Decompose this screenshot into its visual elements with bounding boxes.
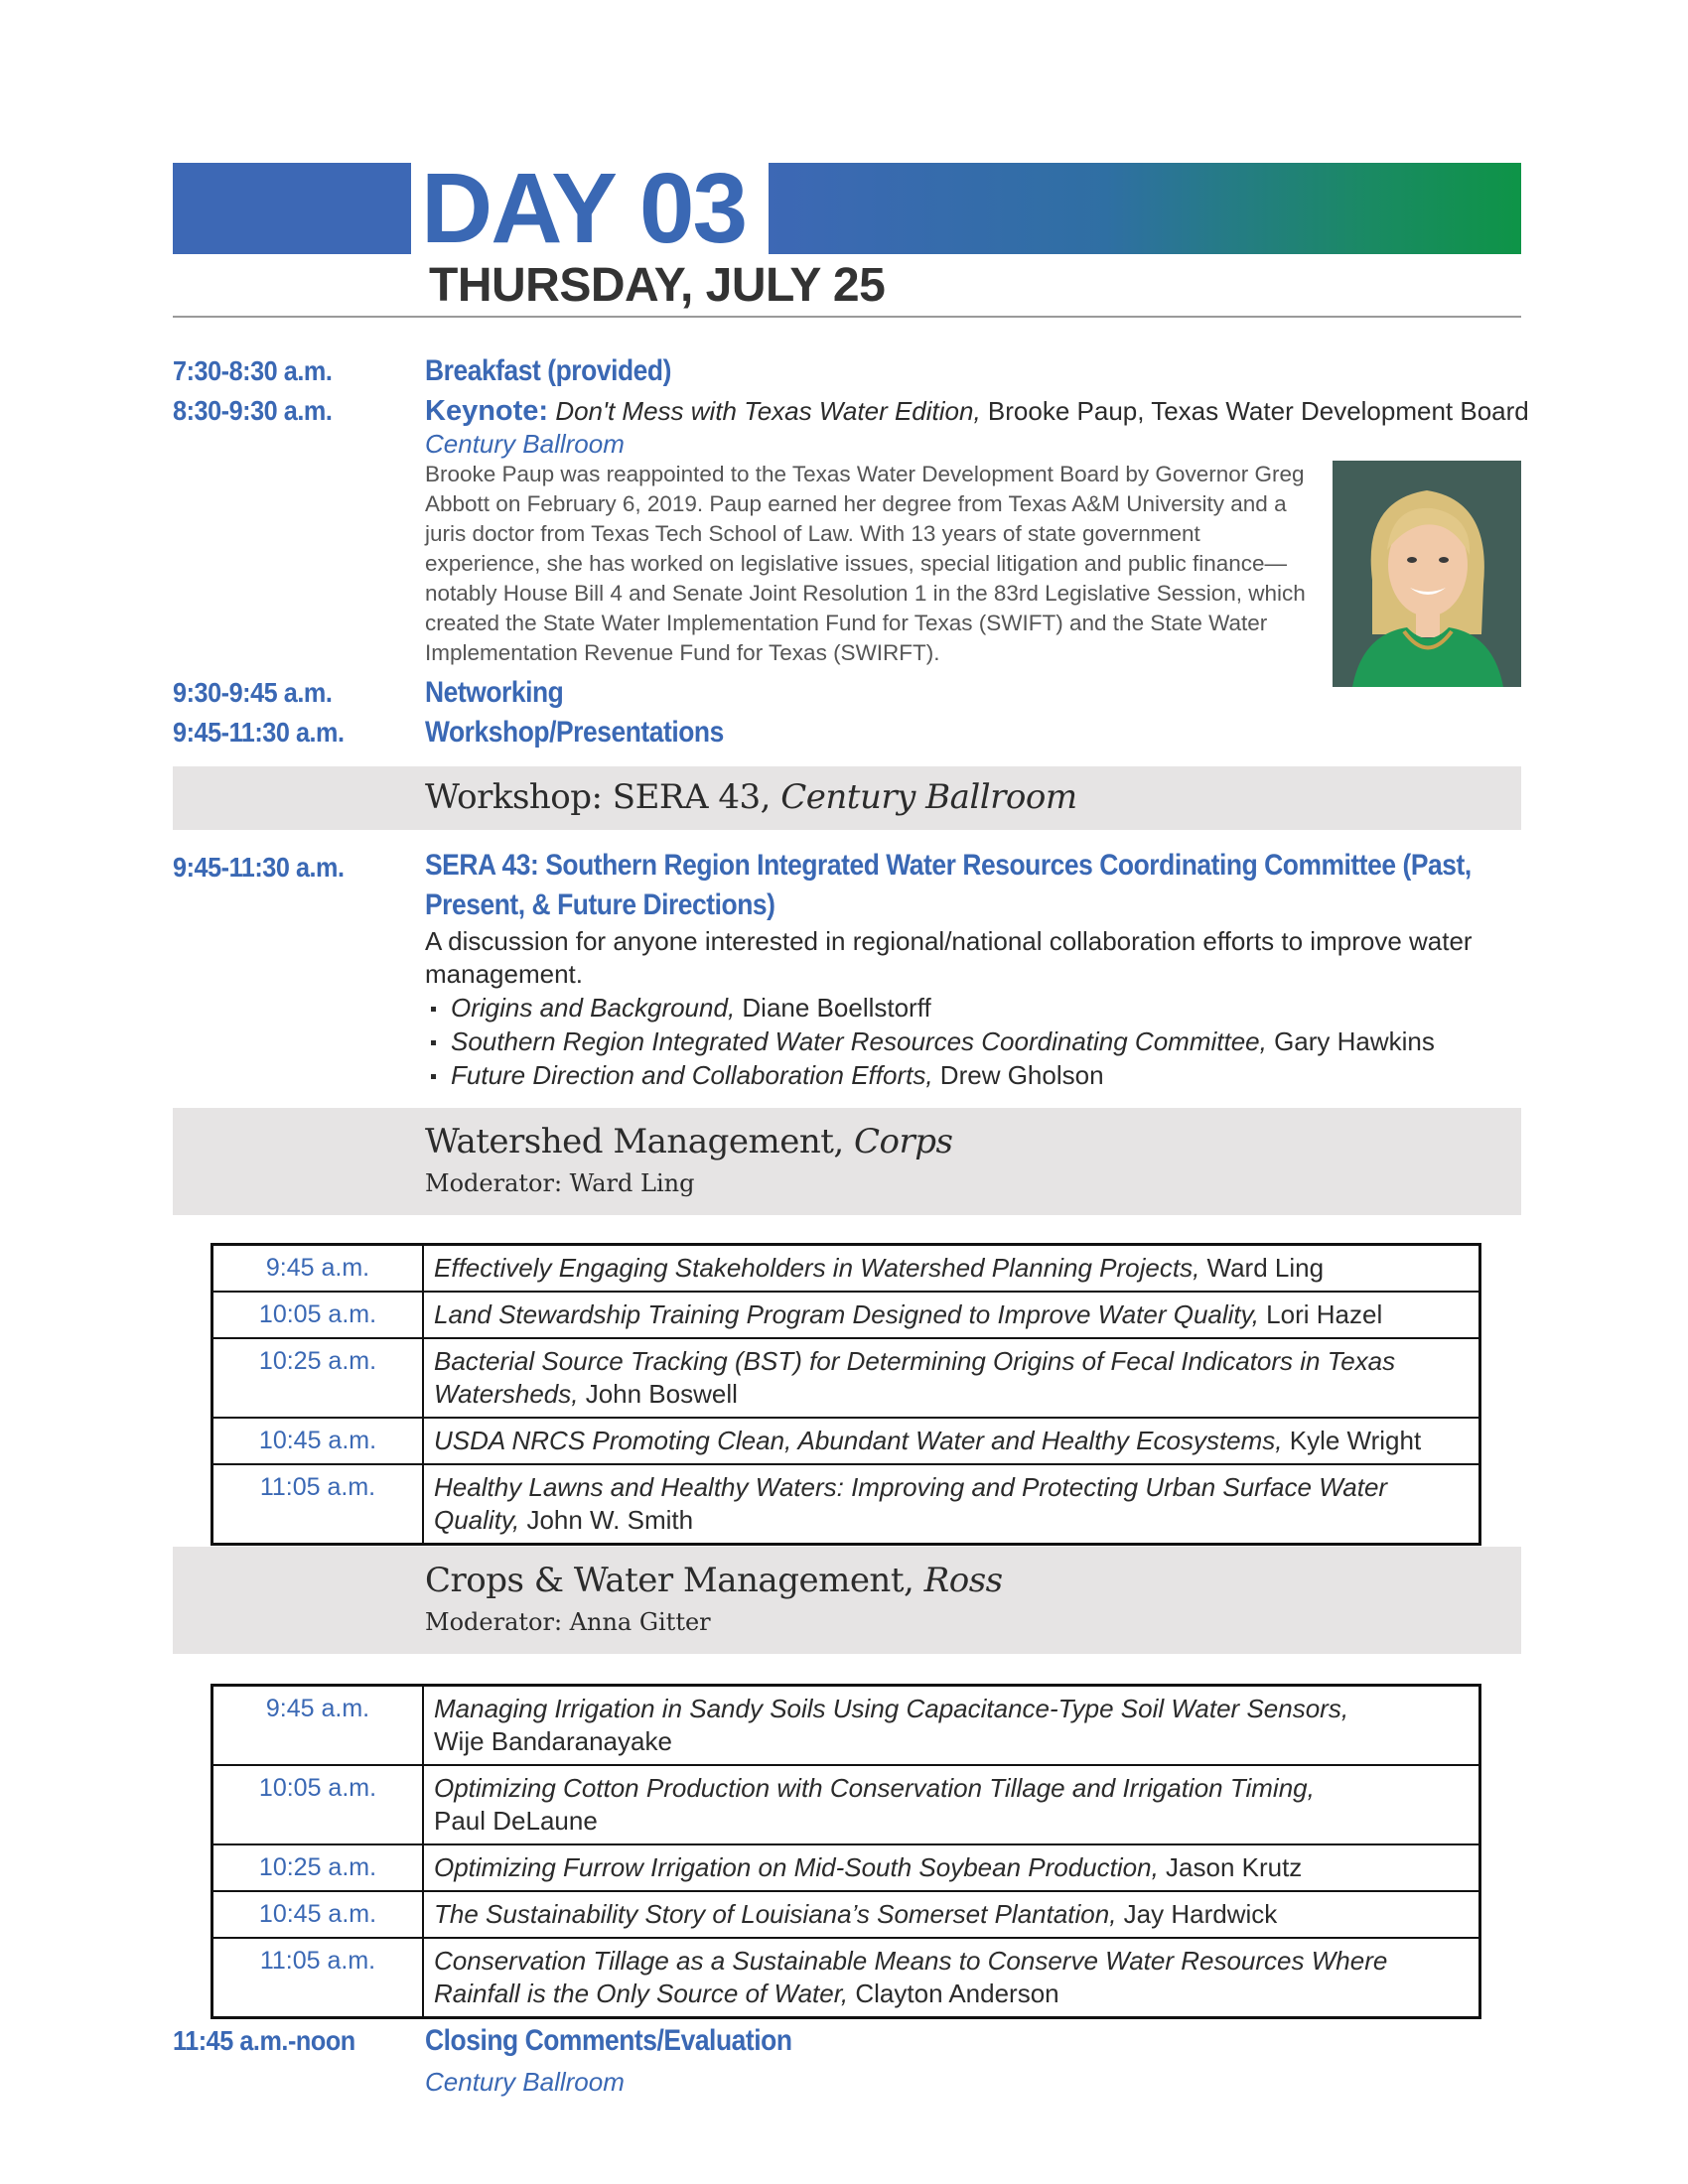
breakfast-time: 7:30-8:30 a.m. — [173, 355, 333, 386]
table-row: 10:25 a.m. Bacterial Source Tracking (BST) for Determining Origins of Fecal Indicators in Texas Watersheds, John Boswell — [212, 1338, 1480, 1418]
sera-time: 9:45-11:30 a.m. — [173, 852, 345, 883]
watershed-band-room: Corps — [854, 1122, 953, 1161]
crops-schedule-table — [211, 1684, 1481, 2019]
workshops-title: Workshop/Presentations — [425, 716, 724, 749]
speaker-portrait-illustration — [1333, 461, 1521, 687]
watershed-moderator: Moderator: Ward Ling — [425, 1169, 695, 1197]
keynote-talk-title: Don't Mess with Texas Water Edition, — [555, 396, 981, 426]
crops-band-title: Crops & Water Management, Ross — [425, 1561, 1003, 1600]
breakfast-title: Breakfast (provided) — [425, 354, 671, 387]
watershed-band-title: Watershed Management, Corps — [425, 1122, 953, 1161]
list-item: Origins and Background, Diane Boellstorff — [425, 991, 1435, 1024]
networking-time: 9:30-9:45 a.m. — [173, 677, 333, 708]
list-item: Southern Region Integrated Water Resources Coordinating Committee, Gary Hawkins — [425, 1024, 1435, 1058]
table-row: 9:45 a.m. Managing Irrigation in Sandy Soils Using Capacitance-Type Soil Water Sensors, Wije Bandaranayake — [212, 1686, 1480, 1766]
sera-band-room: Century Ballroom — [780, 777, 1077, 817]
table-row: 11:05 a.m. Conservation Tillage as a Sustainable Means to Conserve Water Resources Where Rainfall is the Only Source of Water, Clayton Anderson — [212, 1938, 1480, 2018]
keynote-time: 8:30-9:30 a.m. — [173, 395, 333, 426]
keynote-speaker: Brooke Paup, Texas Water Development Board — [980, 396, 1529, 426]
table-row: 10:45 a.m. The Sustainability Story of Louisiana’s Somerset Plantation, Jay Hardwick — [212, 1891, 1480, 1938]
table-row: 10:45 a.m. USDA NRCS Promoting Clean, Abundant Water and Healthy Ecosystems, Kyle Wright — [212, 1418, 1480, 1464]
section-band-watershed — [173, 1108, 1521, 1215]
day-title: DAY 03 — [421, 153, 747, 264]
table-row: 10:05 a.m. Optimizing Cotton Production with Conservation Tillage and Irrigation Timing, Paul DeLaune — [212, 1765, 1480, 1844]
sera-description: A discussion for anyone interested in regional/national collaboration efforts to improve water management. — [425, 926, 1473, 989]
day-date: THURSDAY, JULY 25 — [429, 259, 886, 312]
watershed-schedule-table — [211, 1243, 1481, 1546]
list-item: Future Direction and Collaboration Efforts, Drew Gholson — [425, 1058, 1435, 1092]
section-band-sera — [173, 766, 1521, 830]
closing-time: 11:45 a.m.-noon — [173, 2025, 355, 2056]
table-row: 11:05 a.m. Healthy Lawns and Healthy Waters: Improving and Protecting Urban Surface Water Quality, John W. Smith — [212, 1464, 1480, 1545]
table-row: 10:25 a.m. Optimizing Furrow Irrigation on Mid-South Soybean Production, Jason Krutz — [212, 1844, 1480, 1891]
keynote-label: Keynote: — [425, 395, 549, 427]
sera-band-title: Workshop: SERA 43, Century Ballroom — [425, 777, 1077, 817]
crops-moderator: Moderator: Anna Gitter — [425, 1608, 711, 1636]
keynote-line — [425, 393, 1529, 429]
networking-title: Networking — [425, 676, 564, 709]
keynote-bio: Brooke Paup was reappointed to the Texas Water Development Board by Governor Greg Abbott on February 6, 2019. Paup earned her degree from Texas A&M University and a juris doctor from Texas Tech School of Law. With 13 years of state government experience, she has worked on legislative issues, special litigation and public finance—notably House Bill 4 and Senate Joint Resolution 1 in the 83rd Legislative Session, which created the State Water Implementation Fund for Texas (SWIFT) and the State Water Implementation Revenue Fund for Texas (SWIRFT). — [425, 462, 1306, 665]
keynote-venue: Century Ballroom — [425, 429, 625, 459]
section-band-crops — [173, 1547, 1521, 1654]
header-bar-gradient — [769, 163, 1521, 254]
header-bar-left — [173, 163, 411, 254]
header-divider — [173, 316, 1521, 318]
sera-title-line2: Present, & Future Directions) — [425, 888, 775, 921]
sera-title-line1: SERA 43: Southern Region Integrated Water Resources Coordinating Committee (Past, — [425, 849, 1472, 882]
crops-band-room: Ross — [923, 1561, 1003, 1600]
sera-topic-list — [425, 991, 1435, 1092]
closing-title: Closing Comments/Evaluation — [425, 2024, 792, 2057]
closing-venue: Century Ballroom — [425, 2067, 625, 2097]
table-row: 10:05 a.m. Land Stewardship Training Program Designed to Improve Water Quality, Lori Hazel — [212, 1292, 1480, 1338]
table-row: 9:45 a.m. Effectively Engaging Stakeholders in Watershed Planning Projects, Ward Ling — [212, 1245, 1480, 1293]
speaker-photo — [1333, 461, 1521, 687]
workshops-time: 9:45-11:30 a.m. — [173, 717, 345, 748]
